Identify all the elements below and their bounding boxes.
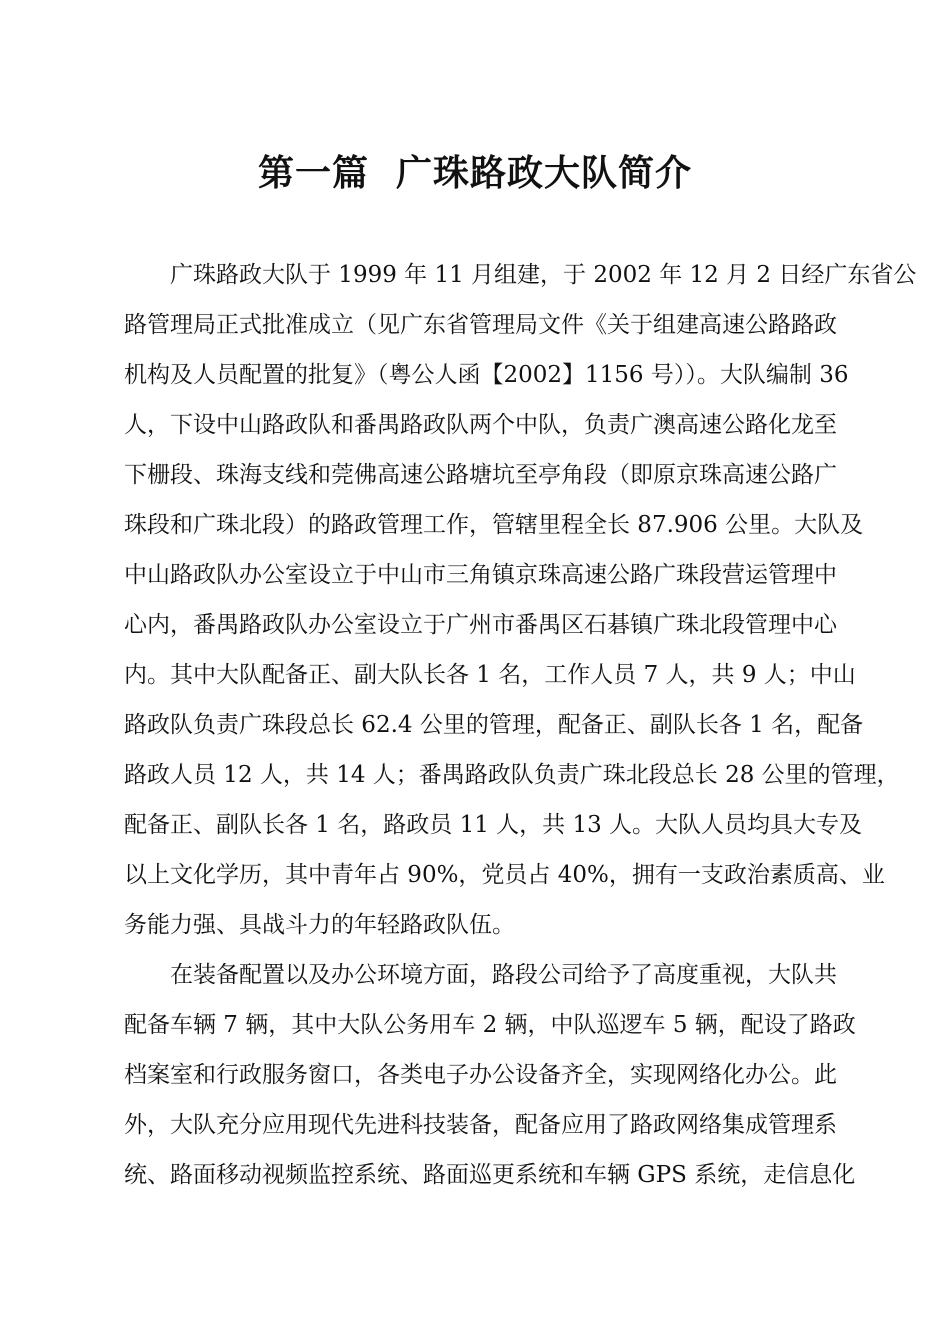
text-line: 档案室和行政服务窗口，各类电子办公设备齐全，实现网络化办公。此 — [124, 1062, 837, 1088]
text-line: 广珠路政大队于 1999 年 11 月组建，于 2002 年 12 月 2 日经广东省公 — [170, 262, 917, 288]
text-line: 人，下设中山路政队和番禺路政队两个中队，负责广澳高速公路化龙至 — [124, 412, 837, 438]
text-line: 中山路政队办公室设立于中山市三角镇京珠高速公路广珠段营运管理中 — [124, 562, 837, 588]
text-line: 路政队负责广珠段总长 62.4 公里的管理，配备正、副队长各 1 名，配备 — [124, 712, 864, 738]
text-line: 在装备配置以及办公环境方面，路段公司给予了高度重视，大队共 — [170, 962, 837, 988]
text-line: 以上文化学历，其中青年占 90%，党员占 40%，拥有一支政治素质高、业 — [124, 862, 885, 888]
text-line: 统、路面移动视频监控系统、路面巡更系统和车辆 GPS 系统，走信息化 — [124, 1162, 856, 1188]
text-line: 内。其中大队配备正、副大队长各 1 名，工作人员 7 人，共 9 人；中山 — [124, 662, 856, 688]
text-line: 机构及人员配置的批复》（粤公人函【2002】1156 号））。大队编制 36 — [124, 362, 849, 388]
text-line: 务能力强、具战斗力的年轻路政队伍。 — [124, 912, 515, 938]
page-title: 第一篇 广珠路政大队简介 — [257, 153, 693, 194]
text-line: 外，大队充分应用现代先进科技装备，配备应用了路政网络集成管理系 — [124, 1112, 837, 1138]
paragraph — [124, 250, 917, 950]
text-line: 配备车辆 7 辆，其中大队公务用车 2 辆，中队巡逻车 5 辆，配设了路政 — [124, 1012, 856, 1038]
text-line: 路管理局正式批准成立（见广东省管理局文件《关于组建高速公路路政 — [124, 312, 837, 338]
text-line: 路政人员 12 人，共 14 人；番禺路政队负责广珠北段总长 28 公里的管理， — [124, 762, 900, 788]
text-line: 心内，番禺路政队办公室设立于广州市番禺区石碁镇广珠北段管理中心 — [124, 612, 837, 638]
body-text — [124, 250, 917, 1200]
text-line: 珠段和广珠北段）的路政管理工作，管辖里程全长 87.906 公里。大队及 — [124, 512, 864, 538]
paragraph — [124, 950, 856, 1200]
text-line: 下栅段、珠海支线和莞佛高速公路塘坑至亭角段（即原京珠高速公路广 — [124, 462, 837, 488]
text-line: 配备正、副队长各 1 名，路政员 11 人，共 13 人。大队人员均具大专及 — [124, 812, 863, 838]
